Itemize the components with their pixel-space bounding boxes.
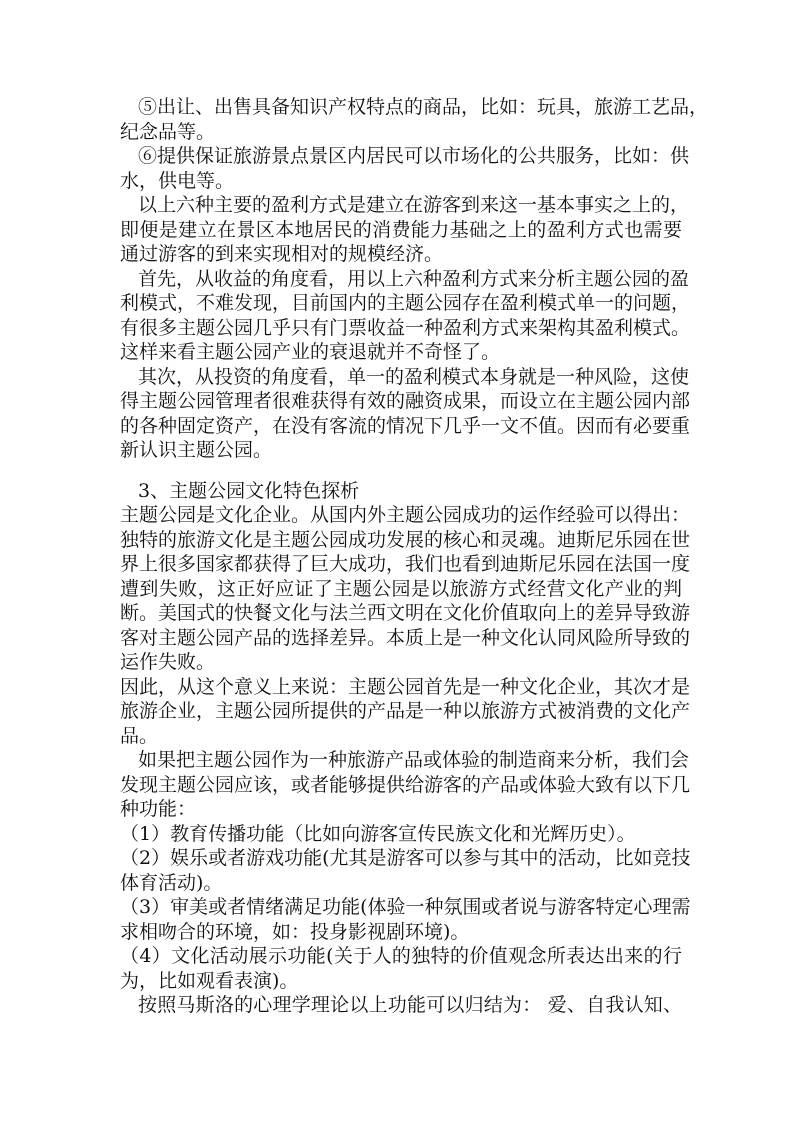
text-line: 首先，从收益的角度看，用以上六种盈利方式来分析主题公园的盈 xyxy=(138,267,690,290)
text-line: （3）审美或者情绪满足功能(体验一种氛围或者说与游客特定心理需 xyxy=(120,896,691,918)
text-line: ⑤出让、出售具备知识产权特点的商品，比如：玩具，旅游工艺品， xyxy=(138,96,709,118)
text-line: 纪念品等。 xyxy=(120,120,216,143)
text-line: 求相吻合的环境，如：投身影视剧环境)。 xyxy=(120,920,470,943)
text-line: 有很多主题公园几乎只有门票收益一种盈利方式来架构其盈利模式。 xyxy=(120,316,691,339)
text-line: ⑥提供保证旅游景点景区内居民可以市场化的公共服务，比如：供 xyxy=(138,145,690,167)
text-line: 独特的旅游文化是主题公园成功发展的核心和灵魂。迪斯尼乐园在世 xyxy=(120,528,691,551)
text-line: 发现主题公园应该，或者能够提供给游客的产品或体验大致有以下几 xyxy=(120,773,691,796)
text-line: 种功能： xyxy=(120,798,197,820)
document-body xyxy=(120,95,709,1018)
text-line: （1）教育传播功能（比如向游客宣传民族文化和光辉历史）。 xyxy=(120,822,636,845)
text-line: 按照马斯洛的心理学理论以上功能可以归结为： 爱、自我认知、 xyxy=(138,994,682,1016)
text-line: （2）娱乐或者游戏功能(尤其是游客可以参与其中的活动，比如竞技 xyxy=(120,847,691,869)
text-line: 客对主题公园产品的选择差异。本质上是一种文化认同风险所导致的 xyxy=(120,626,691,649)
text-line: 即便是建立在景区本地居民的消费能力基础之上的盈利方式也需要 xyxy=(120,218,682,241)
text-line: 体育活动)。 xyxy=(120,871,223,894)
text-line: 3、主题公园文化特色探析 xyxy=(138,479,360,502)
text-line: 为，比如观看表演)。 xyxy=(120,969,299,992)
text-line: 遭到失败，这正好应证了主题公园是以旅游方式经营文化产业的判 xyxy=(120,577,682,600)
text-line: 如果把主题公园作为一种旅游产品或体验的制造商来分析，我们会 xyxy=(138,749,690,771)
text-line: 水，供电等。 xyxy=(120,169,235,192)
blank-line xyxy=(120,463,682,479)
text-line: 运作失败。 xyxy=(120,651,216,673)
text-line: 这样来看主题公园产业的衰退就并不奇怪了。 xyxy=(120,341,501,363)
text-line: 因此，从这个意义上来说：主题公园首先是一种文化企业，其次才是 xyxy=(120,675,691,698)
text-line: （4）文化活动展示功能(关于人的独特的价值观念所表达出来的行 xyxy=(120,945,682,967)
text-line: 利模式，不难发现，目前国内的主题公园存在盈利模式单一的问题， xyxy=(120,292,691,314)
text-line: 界上很多国家都获得了巨大成功，我们也看到迪斯尼乐园在法国一度 xyxy=(120,553,691,575)
text-line: 得主题公园管理者很难获得有效的融资成果，而设立在主题公园内部 xyxy=(120,390,691,412)
text-line: 以上六种主要的盈利方式是建立在游客到来这一基本事实之上的， xyxy=(138,194,690,216)
text-line: 旅游企业，主题公园所提供的产品是一种以旅游方式被消费的文化产 xyxy=(120,700,691,722)
text-line: 断。美国式的快餐文化与法兰西文明在文化价值取向上的差异导致游 xyxy=(120,602,691,624)
text-line: 品。 xyxy=(120,724,159,747)
text-line: 的各种固定资产，在没有客流的情况下几乎一文不值。因而有必要重 xyxy=(120,414,691,437)
text-line: 新认识主题公园。 xyxy=(120,439,273,461)
text-line: 通过游客的到来实现相对的规模经济。 xyxy=(120,243,444,265)
text-line: 主题公园是文化企业。从国内外主题公园成功的运作经验可以得出： xyxy=(120,504,691,526)
text-line: 其次，从投资的角度看，单一的盈利模式本身就是一种风险，这使 xyxy=(138,365,690,388)
